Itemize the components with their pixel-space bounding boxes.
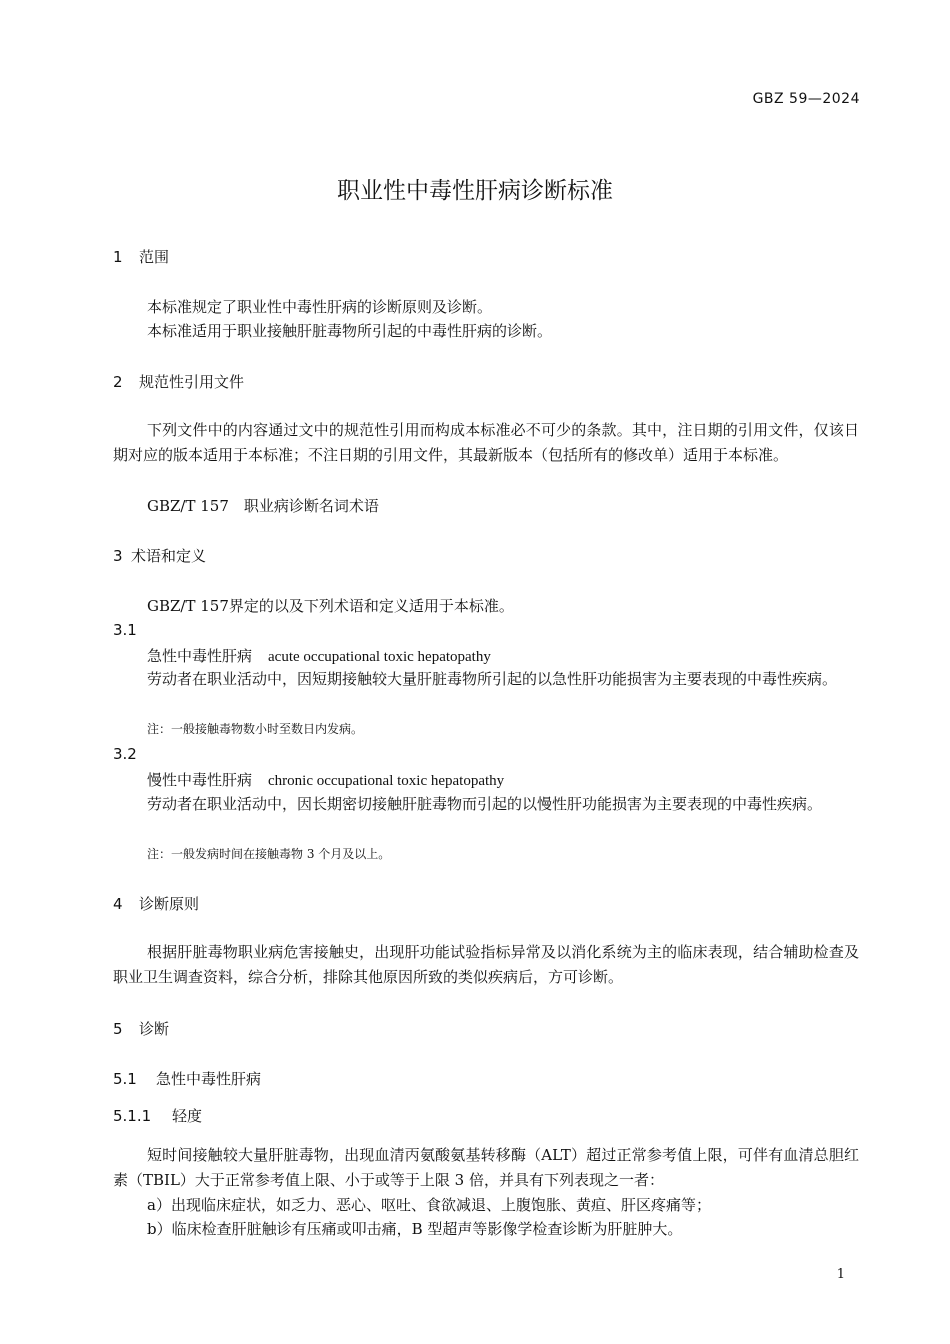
paragraph: 根据肝脏毒物职业病危害接触史，出现肝功能试验指标异常及以消化系统为主的临床表现，结合辅助检查及职业卫生调查资料，综合分析，排除其他原因所致的类似疾病后，方可诊断。: [113, 943, 859, 986]
subsection-heading-5-1-1: [113, 1105, 202, 1126]
section-number: 5.1: [113, 1070, 137, 1088]
section-title: 规范性引用文件: [139, 373, 245, 391]
term-number: 3.1: [113, 621, 137, 639]
subsection-heading-5-1: [113, 1068, 261, 1089]
normative-reference: GBZ/T 157 职业病诊断名词术语: [147, 497, 379, 515]
section-number: 3: [113, 547, 123, 565]
paragraph: GBZ/T 157界定的以及下列术语和定义适用于本标准。: [147, 597, 514, 615]
section-title: 急性中毒性肝病: [156, 1070, 262, 1088]
paragraph: 本标准规定了职业性中毒性肝病的诊断原则及诊断。: [147, 298, 493, 316]
section-number: 5: [113, 1020, 123, 1038]
section-title: 术语和定义: [131, 547, 207, 565]
section-heading-4: [113, 893, 199, 914]
section-title: 诊断: [139, 1020, 170, 1038]
standard-number: GBZ 59—2024: [752, 91, 860, 107]
term-definition: 劳动者在职业活动中，因长期密切接触肝脏毒物而引起的以慢性肝功能损害为主要表现的中毒性疾病。: [147, 795, 823, 813]
term-entry: [147, 645, 491, 666]
list-item: a）出现临床症状，如乏力、恶心、呕吐、食欲减退、上腹饱胀、黄疸、肝区疼痛等；: [147, 1196, 711, 1214]
term-note: 注：一般接触毒物数小时至数日内发病。: [147, 722, 364, 736]
section-title: 轻度: [172, 1107, 203, 1125]
paragraph: 短时间接触较大量肝脏毒物，出现血清丙氨酸氨基转移酶（ALT）超过正常参考值上限，可伴有血清总胆红素（TBIL）大于正常参考值上限、小于或等于上限 3 倍，并具有下列表现之一者：: [113, 1146, 859, 1189]
term-entry: [147, 769, 504, 790]
section-number: 5.1.1: [113, 1107, 152, 1125]
section-title: 范围: [139, 248, 170, 266]
section-number: 4: [113, 895, 123, 913]
paragraph: 下列文件中的内容通过文中的规范性引用而构成本标准必不可少的条款。其中，注日期的引用文件，仅该日期对应的版本适用于本标准；不注日期的引用文件，其最新版本（包括所有的修改单）适用于本标准。: [113, 421, 859, 464]
document-title: 职业性中毒性肝病诊断标准: [337, 178, 613, 204]
section-heading-5: [113, 1018, 169, 1039]
term-english: acute occupational toxic hepatopathy: [268, 649, 491, 665]
list-item: b）临床检查肝脏触诊有压痛或叩击痛，B 型超声等影像学检查诊断为肝脏肿大。: [147, 1220, 683, 1238]
section-number: 2: [113, 373, 123, 391]
term-english: chronic occupational toxic hepatopathy: [268, 773, 505, 789]
paragraph: 本标准适用于职业接触肝脏毒物所引起的中毒性肝病的诊断。: [147, 322, 553, 340]
term-chinese: 慢性中毒性肝病: [147, 771, 253, 789]
term-chinese: 急性中毒性肝病: [147, 647, 253, 665]
page-number: 1: [836, 1267, 845, 1282]
section-heading-3: [113, 545, 206, 566]
section-number: 1: [113, 248, 123, 266]
term-note: 注：一般发病时间在接触毒物 3 个月及以上。: [147, 847, 391, 861]
section-title: 诊断原则: [139, 895, 200, 913]
section-heading-2: [113, 371, 244, 392]
term-number: 3.2: [113, 745, 137, 763]
term-definition: 劳动者在职业活动中，因短期接触较大量肝脏毒物所引起的以急性肝功能损害为主要表现的中毒性疾病。: [147, 670, 838, 688]
section-heading-1: [113, 246, 169, 267]
